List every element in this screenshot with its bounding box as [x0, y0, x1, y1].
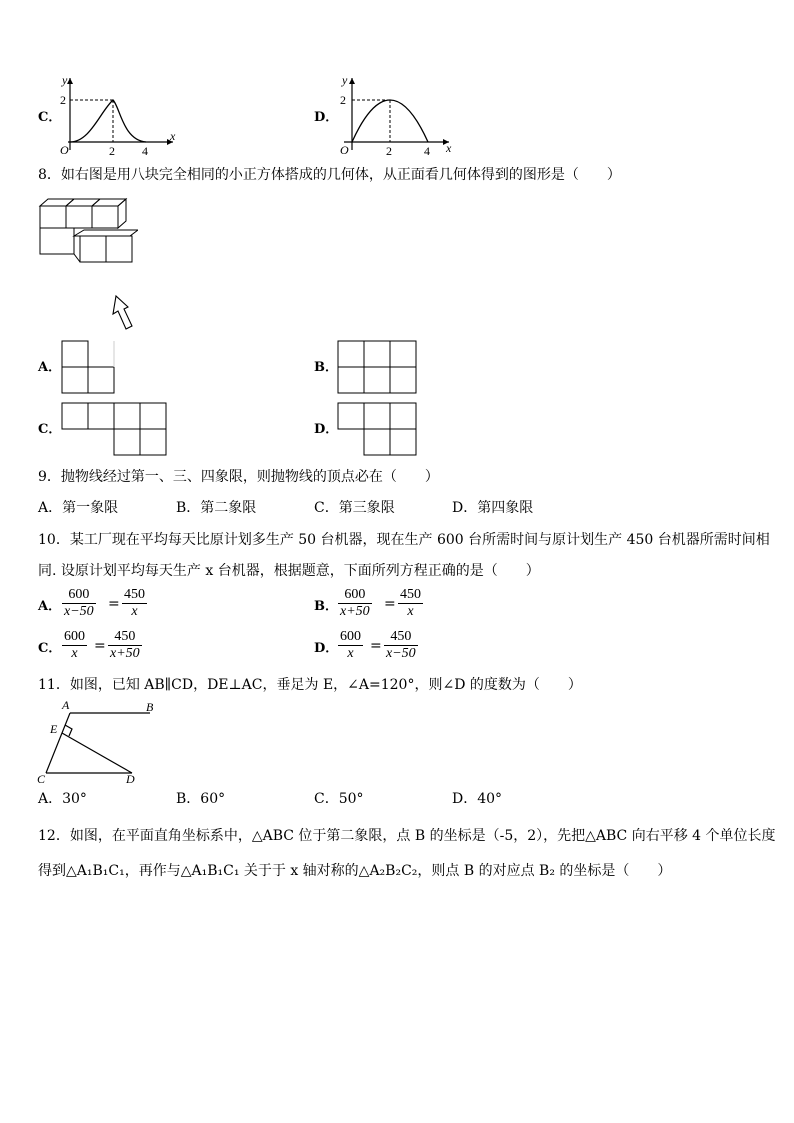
- q11-label-b: B: [146, 700, 154, 714]
- q10-c-eq: =: [94, 638, 106, 654]
- q11-label-d: D: [126, 772, 135, 786]
- q7-option-d-graph: [334, 72, 459, 157]
- q11-label-a: A: [62, 698, 70, 712]
- q10-c-rden: x+50: [110, 646, 140, 661]
- q7c-x-tick-4: 4: [142, 144, 148, 157]
- q11-figure: [34, 697, 164, 787]
- q11-stem: 11．如图，已知 AB∥CD，DE⊥AC，垂足为 E，∠A=120°，则∠D 的度数为（ ）: [38, 677, 582, 693]
- q8-option-c-label: C．: [38, 422, 62, 437]
- q12-stem-line1: 12．如图，在平面直角坐标系中，△ABC 位于第二象限，点 B 的坐标是（-5，2），先把△ABC 向右平移 4 个单位长度: [38, 828, 776, 844]
- q7-option-c-graph: [58, 72, 183, 157]
- q11-label-c: C: [37, 772, 46, 786]
- q10-c-lnum: 600: [64, 629, 85, 644]
- q9-option-b: B．第二象限: [176, 500, 257, 516]
- q7d-y-label: y: [342, 73, 348, 87]
- q10-option-a-label: A．: [38, 599, 62, 614]
- q9-option-a: A．第一象限: [38, 500, 119, 516]
- q10-b-lnum: 600: [338, 587, 372, 604]
- q11-option-c: C．50°: [314, 791, 364, 807]
- q8-option-a-figure: [60, 339, 118, 395]
- q10-a-rnum: 450: [124, 587, 145, 602]
- q8-option-d-label: D．: [314, 422, 339, 437]
- q8-option-c-figure: [60, 401, 170, 457]
- q10-b-right-fraction: [398, 587, 423, 620]
- q10-d-rden: x−50: [386, 646, 416, 661]
- q10-d-rnum: 450: [384, 629, 418, 646]
- q8-option-d-figure: [336, 401, 420, 457]
- q10-a-lden: x−50: [64, 604, 94, 619]
- q10-d-right-fraction: [384, 629, 418, 662]
- q10-b-eq: =: [384, 596, 396, 612]
- q7c-y-tick: 2: [60, 93, 66, 107]
- q9-option-d: D．第四象限: [452, 500, 534, 516]
- q10-stem-line1: 10．某工厂现在平均每天比原计划多生产 50 台机器，现在生产 600 台所需时间与原计划生产 450 台机器所需时间相: [38, 532, 770, 548]
- q10-d-lnum: 600: [340, 629, 361, 644]
- q7d-x-tick-4: 4: [424, 144, 430, 157]
- q7d-origin: O: [340, 143, 349, 157]
- q10-b-rnum: 450: [400, 587, 421, 602]
- q10-option-c-label: C．: [38, 641, 62, 656]
- q11-label-e: E: [50, 722, 58, 736]
- q7d-y-tick: 2: [340, 93, 346, 107]
- q8-option-b-figure: [336, 339, 420, 395]
- q8-option-b-label: B．: [314, 360, 338, 375]
- q10-b-lden: x+50: [340, 604, 370, 619]
- q7-option-d-label: D．: [314, 110, 339, 125]
- q12-stem-line2: 得到△A₁B₁C₁，再作与△A₁B₁C₁ 关于于 x 轴对称的△A₂B₂C₂，则点 B 的对应点 B₂ 的坐标是（ ）: [38, 863, 672, 879]
- q7c-x-label: x: [170, 129, 176, 143]
- q10-b-rden: x: [407, 604, 414, 619]
- q10-a-left-fraction: [62, 587, 96, 620]
- q11-option-a: A．30°: [38, 791, 87, 807]
- q10-a-eq: =: [108, 596, 120, 612]
- q10-c-lden: x: [71, 646, 78, 661]
- q10-a-rden: x: [131, 604, 138, 619]
- q10-c-right-fraction: [108, 629, 142, 662]
- q10-stem-line2: 同. 设原计划平均每天生产 x 台机器，根据题意，下面所列方程正确的是（ ）: [38, 563, 540, 579]
- q7d-x-tick-2: 2: [386, 144, 392, 157]
- q8-option-a-label: A．: [38, 360, 62, 375]
- q7-option-c-label: C．: [38, 110, 62, 125]
- q10-option-d-label: D．: [314, 641, 339, 656]
- q10-b-left-fraction: [338, 587, 372, 620]
- q10-a-lnum: 600: [62, 587, 96, 604]
- q10-a-right-fraction: [122, 587, 147, 620]
- q7c-y-label: y: [62, 73, 68, 87]
- q10-d-left-fraction: [338, 629, 363, 662]
- q9-stem: 9．抛物线经过第一、三、四象限，则抛物线的顶点必在（ ）: [38, 469, 439, 485]
- q10-d-eq: =: [370, 638, 382, 654]
- q8-stem: 8．如右图是用八块完全相同的小正方体搭成的几何体，从正面看几何体得到的图形是（ ）: [38, 167, 621, 183]
- q11-option-d: D．40°: [452, 791, 503, 807]
- q10-c-left-fraction: [62, 629, 87, 662]
- q7c-x-tick-2: 2: [109, 144, 115, 157]
- q8-solid-figure: [38, 196, 138, 331]
- q10-d-lden: x: [347, 646, 354, 661]
- q10-c-rnum: 450: [108, 629, 142, 646]
- q9-option-c: C．第三象限: [314, 500, 395, 516]
- q11-option-b: B．60°: [176, 791, 226, 807]
- q7d-x-label: x: [446, 141, 452, 155]
- q7c-origin: O: [60, 143, 69, 157]
- q10-option-b-label: B．: [314, 599, 338, 614]
